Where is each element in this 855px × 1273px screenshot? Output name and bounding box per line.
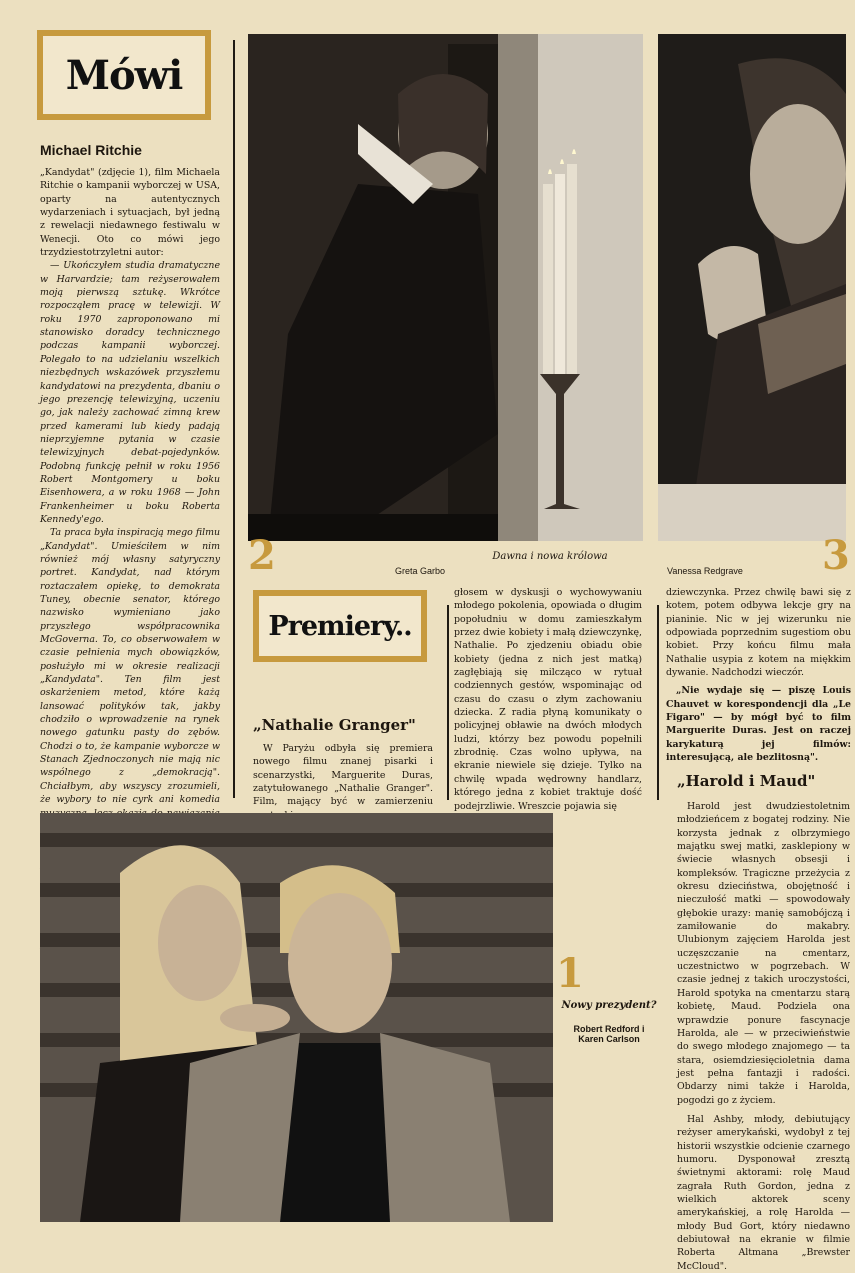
photo-number-1: 1 [556,950,584,997]
ritchie-para-2: Ta praca była inspiracją mego filmu „Kandydat". Umieściłem w nim również mój własny satyryczny portret. Kandydat, nad którym roztaczałem opiekę, to demokrata Tuney, obecnie senator, którego nazwisko wymieniano jako przyszłego współpracownika McGoverna. To, co obserwowałem w czasie pełnienia mych obowiązków, posłużyło mi w okresie realizacji „Kandydata". Ten film jest oskarżeniem metod, które każą lansować polityków tak, jakby chodziło o wprowadzenie na rynek nowego gatunku pasty do zębów. Chodzi o to, że kampanie wyborcze w Stanach Zjednoczonych nie mają nic wspólnego z „demokracją". Chciałbym, aby wszyscy zrozumieli, że wybory to nie cyrk ani komedia [40,527,220,806]
premiery-header-box [253,590,427,662]
photo-number-3: 3 [822,532,850,579]
mowi-header-box [37,30,211,120]
nathalie-granger-title: „Nathalie Granger" [253,716,416,734]
photo-greta-garbo [248,34,643,541]
ritchie-article [40,166,220,806]
harold-article [677,800,850,1272]
photo-number-2: 2 [248,532,276,579]
nathalie-para-1: W Paryżu odbyła się premiera nowego filmu znanej pisarki i scenarzystki, Marguerite Duras, zatytułowanego „Nathalie Granger". Film, mający być w zamierzeniu [253,743,433,808]
caption-dawna-i-nowa-krolowa: Dawna i nowa królowa [492,551,608,562]
harold-i-maud-title: „Harold i Maud" [677,772,816,790]
ritchie-name: Michael Ritchie [40,142,142,158]
nathalie-para-2: głosem w dyskusji o wychowywaniu młodego pokolenia, opowiada o długim popołudniu w domu zamieszkałym przez dwie kobiety i małą dziewczynkę, Nathalie. Po zjedzeniu obiadu obie kobiety (jedna z nich jest matką) zagłębiają się milcząco w rytuał codziennych gestów, wspominając od czasu do czasu o złym zachowaniu dziecka. Z radia płyną komunikaty o policyjnej obławie na dwóch młodych ludzi, którzy bez powodu popełnili zbrodnię. Czas wolno upływa, na ekranie niewiele się dzieje. Tylko na chwilę wpada wędrowny handlarz, którego jedna z kobiet traktuje dość podejrzliwie. Wreszcie pojawia się [454,587,642,812]
caption-greta-garbo: Greta Garbo [394,566,446,576]
nathalie-para-4: „Nie wydaje się — piszę Louis Chauvet w korespondencji dla „Le Figaro" — by mógł być to film Marguerite Duras. Jest on raczej karykaturą jej filmów: interesującą, ale bezlitosną". [666,685,851,764]
harold-para-1: Harold jest dwudziestoletnim młodzieńcem z bogatej rodziny. Nie korzysta jednak z olbrzymiego majątku swej matki, zasklepiony w świecie własnych obsesji i kompleksów. Tragiczne przeżycia z okresu dzieciństwa, obojętność i nieczułość matki — spowodowały głębokie urazy: manię samobójczą i zamiłowanie do makabry. Ulubionym zajęciem Harolda jest uczęszczanie na cmentarz, uczestnictwo w pogrzebach. W czasie jednej z takich uroczystości, Harold spotyka na cmentarzu starą kobietę, Maud. Podziela ona wprawdzie ponure fascynacje Harolda, ale — w przeciwieństwie do swego młodego znajomego — ta stara, osiemdziesięcioletnia dama jest pełna fantazji i radości. Obdarzy nimi także i Harolda, pogodzi go z życiem. [677,801,850,1106]
nathalie-col-3 [666,586,851,764]
column-rule-left [233,40,235,798]
ritchie-para-1: — Ukończyłem studia dramatyczne w Harvardzie; tam reżyserowałem moją pierwszą sztukę. Wkrótce rozpocząłem pracę w telewizji. W roku 1970 zaproponowano mi stanowisko doradcy technicznego podczas kampanii wyborczej. Polegało to na udzielaniu wszelkich niezbędnych wskazówek przyszłemu kandydatowi na prezydenta, dbaniu o jego prezencję telewizyjną, uczeniu go, jak należy zachować zimną krew przed kamerami lub kiedy padają nieprzyjemne pytania w czasie telewizyjnych debat-pojedynków. Podobną funkcję pełnił w roku 1956 Robert Montgomery u boku Eisenhowera, a w roku 1968 — John Frankenheimer u boku Roberta Kennedy'ego. [40,260,220,525]
caption-redford-carlson: Robert Redford i Karen Carlson [573,1024,645,1044]
nathalie-col-1 [253,742,433,808]
nathalie-col-2 [454,586,642,812]
column-rule-mid [447,605,449,800]
premiery-header: Premiery.. [268,610,412,642]
ritchie-intro: „Kandydat" (zdjęcie 1), film Michaela Ritchie o kampanii wyborczej w USA, oparty na autentycznych wydarzeniach i sytuacjach, był jedną z rewelacji niedawnego festiwalu w Wenecji. Oto co mówi jego trzydziestotrzyletni autor: [40,167,220,259]
harold-para-2: Hal Ashby, młody, debiutujący reżyser amerykański, wydobył z tej historii wszystkie odcienie czarnego humoru. Dysponował zresztą świetnymi aktorami: rolę Maud zagrała Ruth Gordon, jedna z wielkich aktorek sceny amerykańskiej, a rolę Harolda — młody Bud Gort, który niedawno debiutował na ekranie w filmie Roberta Altmana „Brewster McCloud". [677,1113,850,1272]
nathalie-para-3: dziewczynka. Przez chwilę bawi się z kotem, potem odbywa lekcje gry na pianinie. Nic w jej wizerunku nie odpowiada poprzednim sugestiom obu kobiet. Przy końcu filmu mała Nathalie usypia z kotem na miękkim dywanie. Nadchodzi wieczór. [666,587,851,679]
mowi-header: Mówi [65,51,183,99]
caption-vanessa-redgrave: Vanessa Redgrave [667,566,743,576]
photo-redford-carlson [40,813,553,1222]
column-rule-right [657,605,659,800]
photo-vanessa-redgrave [658,34,846,541]
caption-nowy-prezydent: Nowy prezydent? [561,1000,657,1011]
